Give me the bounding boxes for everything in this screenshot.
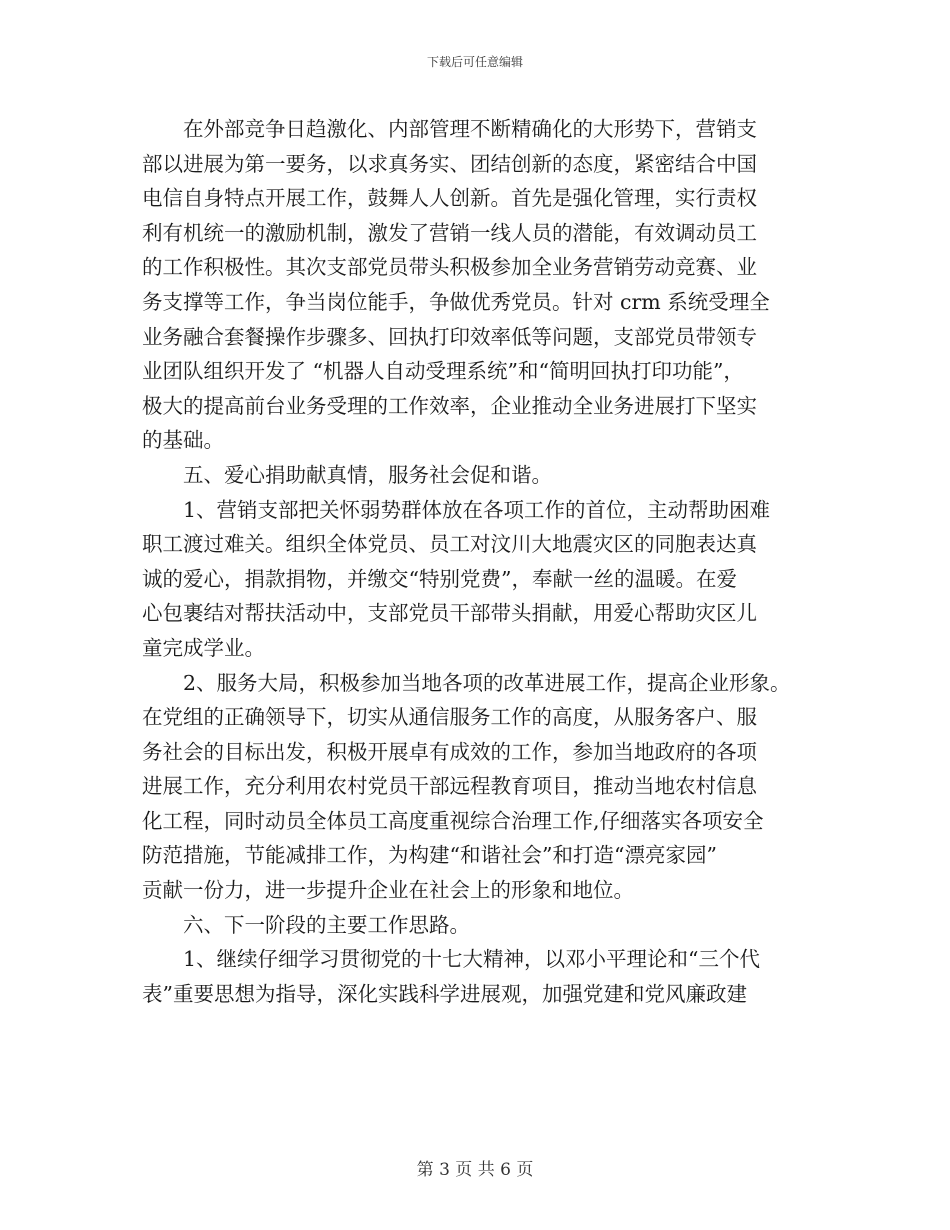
- body-line: 诚的爱心，捐款捐物，并缴交“特别党费”，奉献一丝的温暖。在爱: [142, 566, 737, 591]
- body-line: 业团队组织开发了 “机器人自动受理系统”和“简明回执打印功能”，: [142, 359, 744, 384]
- body-line: 化工程，同时动员全体员工高度重视综合治理工作,仔细落实各项安全: [142, 808, 764, 833]
- body-line: 防范措施，节能减排工作，为构建“和谐社会”和打造“漂亮家园”: [142, 843, 717, 868]
- body-line: 电信自身特点开展工作，鼓舞人人创新。首先是强化管理，实行责权: [142, 186, 757, 211]
- body-line: 1、继续仔细学习贯彻党的十七大精神，以邓小平理论和“三个代: [142, 947, 761, 972]
- body-line: 的基础。: [142, 428, 224, 453]
- body-line: 贡献一份力，进一步提升企业在社会上的形象和地位。: [142, 878, 634, 903]
- body-line: 1、营销支部把关怀弱势群体放在各项工作的首位，主动帮助困难: [142, 497, 771, 522]
- body-line: 进展工作，充分利用农村党员干部远程教育项目，推动当地农村信息: [142, 774, 757, 799]
- body-line: 2、服务大局，积极参加当地各项的改革进展工作，提高企业形象。: [142, 670, 791, 695]
- body-line: 利有机统一的激励机制，激发了营销一线人员的潜能，有效调动员工: [142, 220, 757, 245]
- body-line: 表”重要思想为指导，深化实践科学进展观，加强党建和党风廉政建: [142, 981, 747, 1006]
- body-line: 在党组的正确领导下，切实从通信服务工作的高度，从服务客户、服: [142, 705, 757, 730]
- body-line: 部以进展为第一要务，以求真务实、团结创新的态度，紧密结合中国: [142, 151, 757, 176]
- body-line: 业务融合套餐操作步骤多、回执打印效率低等问题，支部党员带领专: [142, 324, 757, 349]
- body-line: 职工渡过难关。组织全体党员、员工对汶川大地震灾区的同胞表达真: [142, 532, 757, 557]
- body-line: 心包裹结对帮扶活动中，支部党员干部带头捐献，用爱心帮助灾区儿: [142, 601, 757, 626]
- body-line: 极大的提高前台业务受理的工作效率，企业推动全业务进展打下坚实: [142, 393, 757, 418]
- page-header: 下载后可任意编辑: [426, 55, 523, 69]
- section-heading: 六、下一阶段的主要工作思路。: [142, 912, 470, 937]
- section-heading: 五、爱心捐助献真情，服务社会促和谐。: [142, 462, 552, 487]
- body-line: 在外部竞争日趋激化、内部管理不断精确化的大形势下，营销支: [142, 117, 757, 141]
- body-line: 务社会的目标出发，积极开展卓有成效的工作，参加当地政府的各项: [142, 739, 757, 764]
- body-line: 务支撑等工作，争当岗位能手，争做优秀党员。针对 crm 系统受理全: [142, 289, 770, 314]
- body-line: 童完成学业。: [142, 635, 265, 660]
- page-number-footer: 第 3 页 共 6 页: [416, 1160, 534, 1180]
- document-body: [142, 112, 822, 1011]
- body-line: 的工作积极性。其次支部党员带头积极参加全业务营销劳动竞赛、业: [142, 255, 757, 280]
